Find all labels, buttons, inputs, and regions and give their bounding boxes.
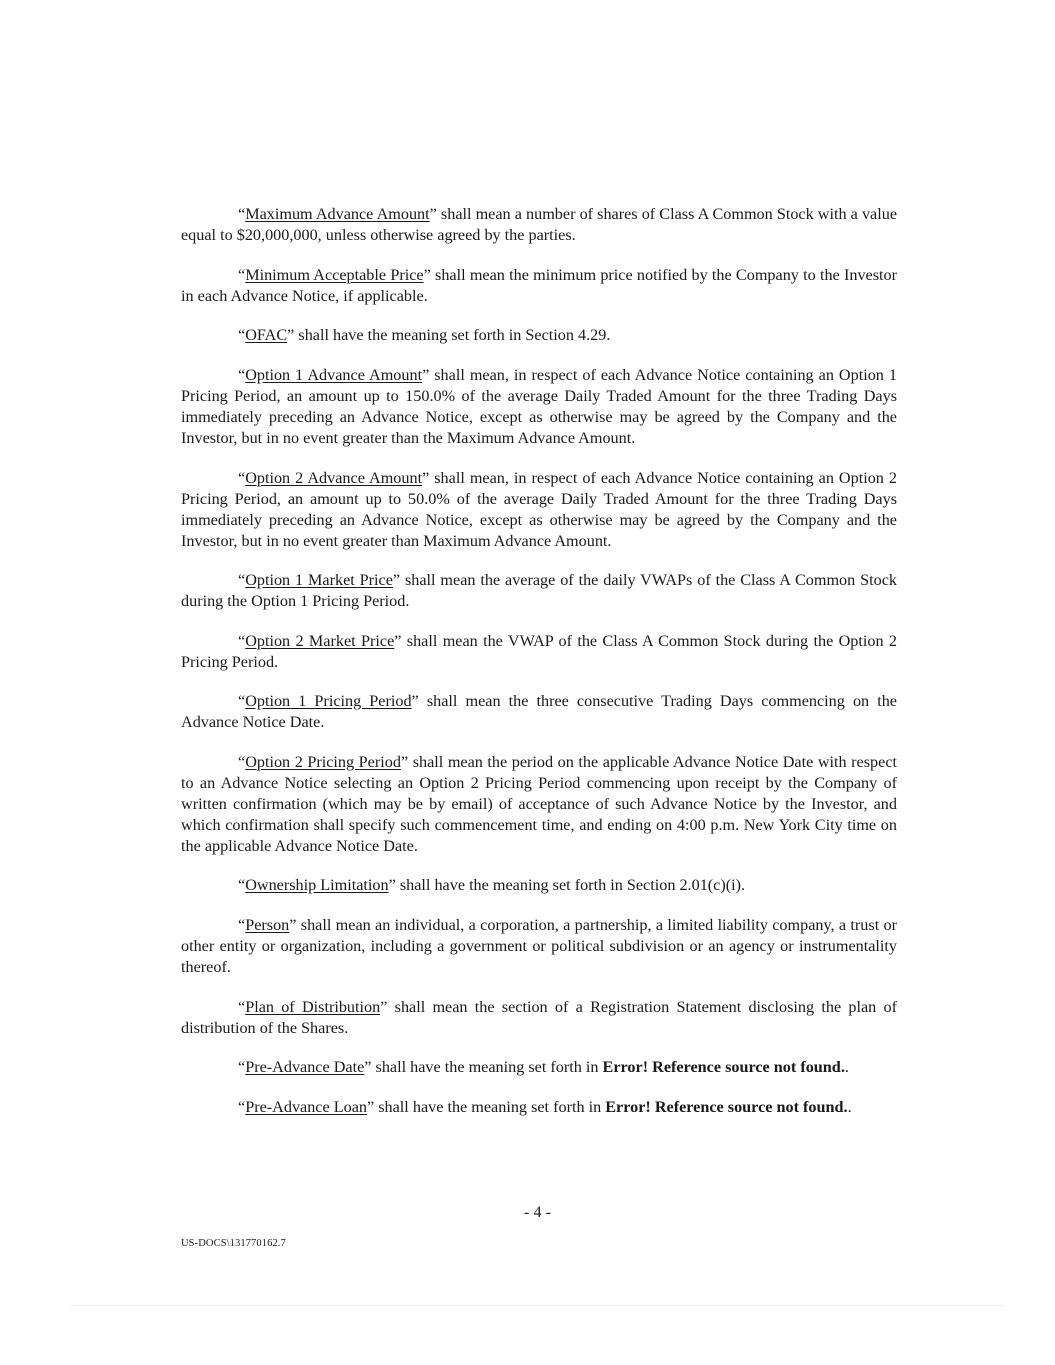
open-quote: “ <box>238 997 246 1016</box>
definition-option-1-pricing-period <box>181 691 897 733</box>
definition-minimum-acceptable-price <box>181 265 897 307</box>
defined-term: Minimum Acceptable Price <box>245 265 424 284</box>
definition-text: ” shall have the meaning set forth in <box>367 1097 606 1116</box>
open-quote: “ <box>238 265 246 284</box>
definition-option-2-pricing-period <box>181 752 897 857</box>
open-quote: “ <box>238 692 246 710</box>
reference-error-text: Error! Reference source not found. <box>602 1058 845 1076</box>
open-quote: “ <box>238 205 246 223</box>
defined-term: Option 2 Advance Amount <box>245 468 423 487</box>
definition-text: ” shall mean the VWAP of the Class A Common Stock during the Option 2 Pricing Period. <box>181 631 897 671</box>
definition-option-2-market-price <box>181 631 897 673</box>
definition-option-1-market-price <box>181 570 897 612</box>
defined-term: Option 2 Market Price <box>245 631 395 650</box>
footer-divider <box>70 1305 1005 1306</box>
defined-term: Ownership Limitation <box>245 876 389 894</box>
open-quote: “ <box>238 1097 246 1116</box>
defined-term: Option 1 Advance Amount <box>245 366 423 384</box>
definition-option-1-advance-amount <box>181 365 897 449</box>
definition-text: ” shall mean the minimum price notified by the Company to the Investor in each Advance Notice, if applicable. <box>181 265 897 305</box>
open-quote: “ <box>238 752 246 771</box>
definition-text: ” shall have the meaning set forth in <box>364 1058 603 1076</box>
defined-term: Person <box>245 916 290 934</box>
defined-term: Maximum Advance Amount <box>245 205 430 223</box>
document-id: US-DOCS\131770162.7 <box>181 1238 286 1249</box>
definition-ofac <box>181 325 897 346</box>
definition-text: ” shall mean the three consecutive Trading Days commencing on the Advance Notice Date. <box>181 692 897 731</box>
definition-text: ” shall have the meaning set forth in Section 4.29. <box>287 326 611 344</box>
open-quote: “ <box>238 916 246 934</box>
document-body <box>181 204 897 1136</box>
defined-term: Pre-Advance Loan <box>245 1097 367 1116</box>
definition-text: ” shall mean a number of shares of Class A Common Stock with a value equal to $20,000,000, unless otherwise agreed by the parties. <box>181 205 898 244</box>
defined-term: Plan of Distribution <box>245 997 381 1016</box>
definition-ownership-limitation <box>181 875 897 896</box>
definition-text: ” shall mean, in respect of each Advance Notice containing an Option 2 Pricing Period, an amount up to 50.0% of the average Daily Traded Amount for the three Trading Days immediately preceding an Advance Notice, except as otherwise may be agreed by the Company and the Investor, but in no event greater than Maximum Advance Amount. <box>181 468 897 550</box>
open-quote: “ <box>238 468 246 487</box>
definition-pre-advance-loan <box>181 1097 897 1118</box>
open-quote: “ <box>238 326 246 344</box>
definition-maximum-advance-amount <box>181 204 897 246</box>
defined-term: Option 1 Market Price <box>245 571 393 589</box>
definition-plan-of-distribution <box>181 997 897 1039</box>
definition-text: ” shall mean the period on the applicable Advance Notice Date with respect to an Advance Notice selecting an Option 2 Pricing Period commencing upon receipt by the Company of written confirmation (which may be by email) of acceptance of such Advance Notice by the Investor, and which confirmation shall specify such commencement time, and ending on 4:00 p.m. New York City time on the applicable Advance Notice Date. <box>181 752 897 855</box>
defined-term: OFAC <box>245 326 288 344</box>
definition-pre-advance-date <box>181 1057 897 1078</box>
page-number: - 4 - <box>524 1203 551 1221</box>
defined-term: Option 2 Pricing Period <box>245 752 401 771</box>
defined-term: Pre-Advance Date <box>245 1058 365 1076</box>
definition-tail: . <box>847 1097 852 1116</box>
definition-tail: . <box>844 1058 849 1076</box>
definition-option-2-advance-amount <box>181 468 897 552</box>
open-quote: “ <box>238 571 246 589</box>
definition-text: ” shall mean an individual, a corporation, a partnership, a limited liability company, a trust or other entity or organization, including a government or political subdivision or an agency or instrumentality thereof. <box>181 916 897 976</box>
definition-text: ” shall mean, in respect of each Advance Notice containing an Option 1 Pricing Period, an amount up to 150.0% of the average Daily Traded Amount for the three Trading Days immediately preceding an Advance Notice, except as otherwise may be agreed by the Company and the Investor, but in no event greater than the Maximum Advance Amount. <box>181 366 897 447</box>
definition-text: ” shall mean the average of the daily VWAPs of the Class A Common Stock during the Option 1 Pricing Period. <box>181 571 897 610</box>
definition-text: ” shall mean the section of a Registration Statement disclosing the plan of distribution of the Shares. <box>181 997 897 1037</box>
open-quote: “ <box>238 876 246 894</box>
open-quote: “ <box>238 631 246 650</box>
definition-person <box>181 915 897 978</box>
open-quote: “ <box>238 366 246 384</box>
definition-text: ” shall have the meaning set forth in Section 2.01(c)(i). <box>388 876 746 894</box>
reference-error-text: Error! Reference source not found. <box>605 1097 848 1116</box>
defined-term: Option 1 Pricing Period <box>245 692 412 710</box>
open-quote: “ <box>238 1058 246 1076</box>
